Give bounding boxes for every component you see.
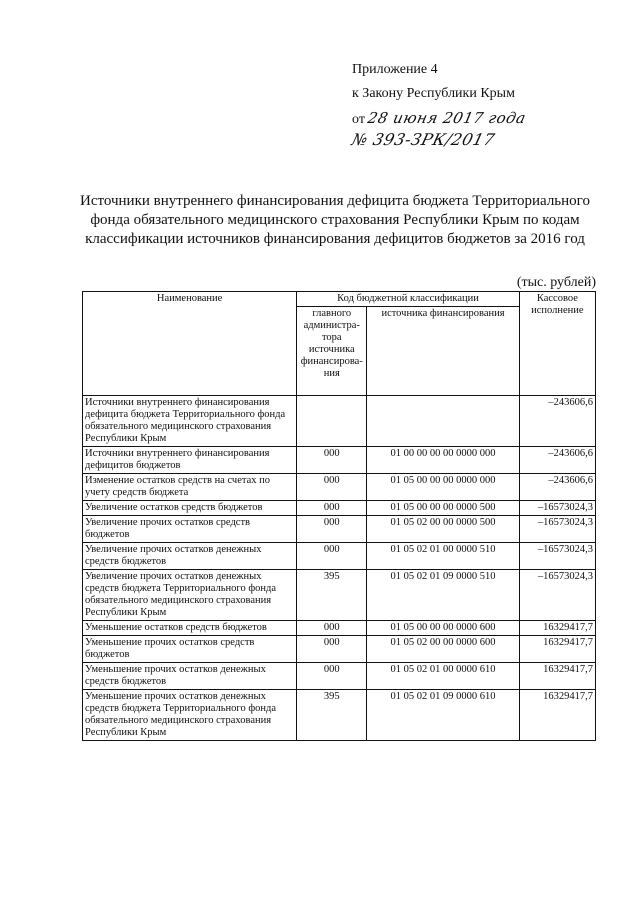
row-amount: –16573024,3 xyxy=(519,543,595,570)
row-amount: –243606,6 xyxy=(519,447,595,474)
row-name: Увеличение прочих остатков денежных средств бюджета Территориального фонда обязательного медицинского страхования Республики Крым xyxy=(83,570,297,621)
row-admin-code: 000 xyxy=(297,447,367,474)
row-source-code: 01 05 02 01 00 0000 510 xyxy=(367,543,519,570)
row-admin-code: 395 xyxy=(297,570,367,621)
handwritten-date: 28 июня 2017 года xyxy=(366,109,529,127)
row-source-code: 01 05 02 01 00 0000 610 xyxy=(367,663,519,690)
row-admin-code: 000 xyxy=(297,621,367,636)
row-name: Увеличение прочих остатков средств бюджетов xyxy=(83,516,297,543)
date-from-label: от xyxy=(352,112,365,127)
row-amount: –16573024,3 xyxy=(519,516,595,543)
appendix-law-reference: к Закону Республики Крым xyxy=(352,86,515,101)
header-name: Наименование xyxy=(83,292,297,396)
row-name: Уменьшение остатков средств бюджетов xyxy=(83,621,297,636)
table-row xyxy=(83,516,596,543)
document-title: Источники внутреннего финансирования дефицита бюджета Территориального фонда обязательного медицинского страхования Республики Крым по кодам классификации источников финансирования дефицитов бюджетов за 2016 год xyxy=(80,193,590,247)
row-source-code: 01 05 00 00 00 0000 500 xyxy=(367,501,519,516)
handwritten-law-number: № 393-ЗРК/2017 xyxy=(349,130,497,149)
units-label: (тыс. рублей) xyxy=(516,275,596,290)
row-admin-code: 000 xyxy=(297,663,367,690)
header-code-group: Код бюджетной классификации xyxy=(297,292,520,307)
row-source-code: 01 05 02 00 00 0000 600 xyxy=(367,636,519,663)
appendix-date-line xyxy=(352,110,592,132)
table-row xyxy=(83,501,596,516)
header-cash-execution: Кассовое исполнение xyxy=(519,292,595,396)
financing-sources-table xyxy=(82,291,596,741)
table-row xyxy=(83,690,596,741)
header-source: источника финансирования xyxy=(367,307,519,396)
table-row xyxy=(83,447,596,474)
row-name: Увеличение прочих остатков денежных средств бюджетов xyxy=(83,543,297,570)
row-admin-code: 000 xyxy=(297,543,367,570)
row-name: Уменьшение прочих остатков денежных средств бюджетов xyxy=(83,663,297,690)
row-name: Уменьшение прочих остатков денежных средств бюджета Территориального фонда обязательного медицинского страхования Республики Крым xyxy=(83,690,297,741)
row-amount: –16573024,3 xyxy=(519,570,595,621)
row-source-code: 01 00 00 00 00 0000 000 xyxy=(367,447,519,474)
row-admin-code: 000 xyxy=(297,636,367,663)
row-name: Источники внутреннего финансирования дефицитов бюджетов xyxy=(83,447,297,474)
row-amount: 16329417,7 xyxy=(519,636,595,663)
table-row xyxy=(83,474,596,501)
row-amount: –243606,6 xyxy=(519,474,595,501)
row-name: Увеличение остатков средств бюджетов xyxy=(83,501,297,516)
row-admin-code xyxy=(297,396,367,447)
row-name: Изменение остатков средств на счетах по учету средств бюджета xyxy=(83,474,297,501)
row-amount: 16329417,7 xyxy=(519,663,595,690)
row-source-code: 01 05 00 00 00 0000 000 xyxy=(367,474,519,501)
row-source-code: 01 05 02 00 00 0000 500 xyxy=(367,516,519,543)
row-admin-code: 000 xyxy=(297,516,367,543)
row-admin-code: 395 xyxy=(297,690,367,741)
table-row xyxy=(83,621,596,636)
row-admin-code: 000 xyxy=(297,474,367,501)
row-source-code xyxy=(367,396,519,447)
row-source-code: 01 05 02 01 09 0000 610 xyxy=(367,690,519,741)
row-name: Уменьшение прочих остатков средств бюджетов xyxy=(83,636,297,663)
row-amount: –16573024,3 xyxy=(519,501,595,516)
header-main-admin: главного администра-тора источника финансирова-ния xyxy=(297,307,367,396)
table-row xyxy=(83,663,596,690)
table-row xyxy=(83,543,596,570)
table-row xyxy=(83,636,596,663)
row-amount: 16329417,7 xyxy=(519,621,595,636)
appendix-number: Приложение 4 xyxy=(352,62,438,77)
row-name: Источники внутреннего финансирования дефицита бюджета Территориального фонда обязательного медицинского страхования Республики Крым xyxy=(83,396,297,447)
row-source-code: 01 05 02 01 09 0000 510 xyxy=(367,570,519,621)
row-source-code: 01 05 00 00 00 0000 600 xyxy=(367,621,519,636)
row-admin-code: 000 xyxy=(297,501,367,516)
appendix-number-line xyxy=(349,130,592,156)
appendix-header xyxy=(349,62,592,156)
row-amount: 16329417,7 xyxy=(519,690,595,741)
table-body xyxy=(83,396,596,741)
table-row xyxy=(83,396,596,447)
row-amount: –243606,6 xyxy=(519,396,595,447)
table-row xyxy=(83,570,596,621)
